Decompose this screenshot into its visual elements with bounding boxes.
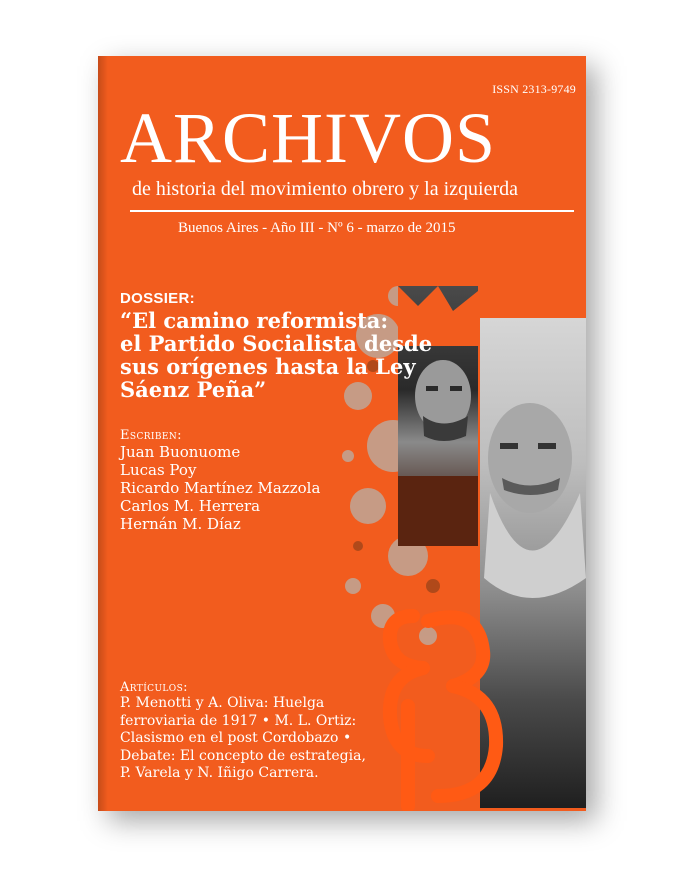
title-divider [130,210,574,212]
articles-line: Debate: El concepto de estrategia, [120,747,366,764]
articles-list [120,695,400,783]
magazine-subtitle: de historia del movimiento obrero y la izquierda [132,178,518,200]
book-cover [98,56,586,811]
issue-line: Buenos Aires - Año III - Nº 6 - marzo de 2015 [178,220,456,236]
contributors-block [120,428,320,533]
articles-block [120,680,400,783]
contributor-name: Carlos M. Herrera [120,497,261,515]
contributor-name: Lucas Poy [120,461,197,479]
articles-line: P. Varela y N. Iñigo Carrera. [120,765,319,781]
magazine-title: ARCHIVOS [120,98,497,178]
dossier-title-line: el Partido Socialista desde [120,331,433,356]
articles-line: P. Menotti y A. Oliva: Huelga [120,695,325,711]
dossier-title-line: “El camino reformista: [120,308,389,333]
contributors-label: Escriben: [120,428,182,443]
contributor-name: Juan Buonuome [120,443,241,461]
issn-number: ISSN 2313-9749 [492,82,576,96]
dossier-title-line: Sáenz Peña” [120,377,267,402]
dossier-block [120,290,440,401]
dossier-label: DOSSIER: [120,290,195,307]
dossier-title [120,309,440,401]
contributor-name: Ricardo Martínez Mazzola [120,479,321,497]
contributor-name: Hernán M. Díaz [120,515,241,533]
dossier-title-line: sus orígenes hasta la Ley [120,354,416,379]
articles-line: ferroviaria de 1917 • M. L. Ortiz: [120,712,357,729]
articles-label: Artículos: [120,680,188,695]
articles-line: Clasismo en el post Cordobazo • [120,730,352,746]
